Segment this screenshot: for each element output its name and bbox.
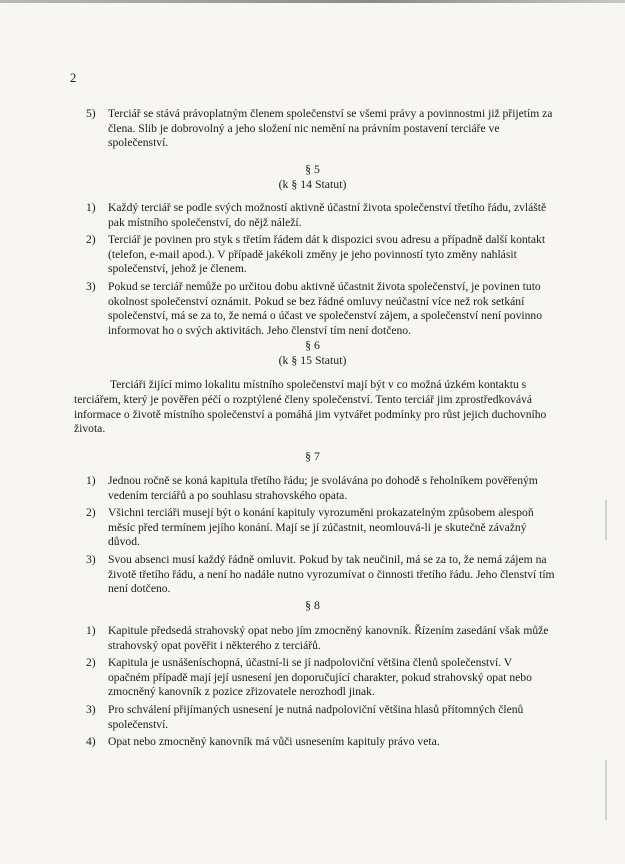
item-text: Kapitule předsedá strahovský opat nebo jím zmocněný kanovník. Řízením zasedání však může strahovský opat pověřit i některého z terciářů.: [108, 624, 549, 652]
item-number: 2): [86, 506, 96, 520]
item-text: Terciář je povinen pro styk s třetím řádem dát k dispozici svou adresu a případně další kontakt (telefon, e-mail apod.). V případě jakékoli změny je jeho povinností tyto změny nahlásit společenství, jehož je členem.: [108, 233, 546, 276]
section-reference: (k § 14 Statut): [278, 177, 347, 191]
list-item: [86, 233, 556, 277]
item-text: Jednou ročně se koná kapitula třetího řádu; je svolávána po dohodě s řeholníkem pověřeným vedením terciářů a po souhlasu strahovského opata.: [108, 474, 538, 502]
list-item: [86, 703, 556, 732]
item-text: Svou absenci musí každý řádně omluvit. Pokud by tak neučinil, má se za to, že nemá zájem na životě třetího řádu, a není ho nadále nutno vyrozumívat o činnosti třetího řádu. Jeho členství tím není dotčeno.: [108, 552, 555, 596]
list-item: [86, 735, 556, 750]
item-text: Pokud se terciář nemůže po určitou dobu aktivně účastnit života společenství, je povinen tuto okolnost společenství oznámit. Pokud se bez řádné omluvy neúčastní více než rok setkání společenství, má se za to, že nemá o účast ve společenství zájem, a společenství není povinno informovat ho o svých aktivitách. Jeho členství tím není dotčeno.: [108, 279, 542, 337]
item-number: 3): [86, 702, 96, 716]
page-number: 2: [70, 71, 77, 85]
item-number: 1): [86, 624, 96, 637]
item-number: 2): [86, 233, 96, 247]
item-number: 2): [86, 656, 96, 670]
item-number: 5): [86, 107, 96, 120]
list-item: [86, 506, 556, 550]
item-number: 1): [86, 201, 96, 214]
item-number: 4): [86, 735, 96, 749]
list-item: [86, 624, 556, 653]
section-heading: § 6: [305, 338, 320, 352]
list-item: [86, 656, 556, 700]
item-text: Opat nebo zmocněný kanovník má vůči usnesením kapituly právo veta.: [108, 735, 440, 749]
article-7-list: [86, 474, 556, 600]
article-5-list: [86, 201, 556, 341]
list-item: [86, 280, 556, 338]
scan-top-edge: [0, 0, 625, 3]
item-text: Kapitula je usnášeníschopná, účastní-li se jí nadpoloviční většina členů společenství. V opačném případě mají její usnesení jen doporučující charakter, pokud strahovský opat nebo zmocněný kanovník z pozice zřizovatele nerozhodl jinak.: [108, 656, 532, 699]
item-text: Terciář se stává právoplatným členem společenství se všemi právy a povinnostmi již přijetím za člena. Slib je dobrovolný a jeho složení nic nemění na právním postavení terciáře ve společenství.: [108, 107, 553, 150]
list-item: [86, 201, 556, 230]
section-reference: (k § 15 Statut): [278, 353, 347, 367]
list-item: [86, 474, 556, 503]
article-8-list: [86, 624, 556, 753]
article-6-paragraph: Terciáři žijící mimo lokalitu místního společenství mají být v co možná úzkém kontaktu s terciářem, který je pověřen péčí o rozptýlené členy společenství. Tento terciář jim zprostředkovává informace o životě místního společenství a pomáhá jim vytvářet podmínky pro růst jejich duchovního života.: [74, 378, 547, 436]
item-text: Pro schválení přijímaných usnesení je nutná nadpoloviční většina hlasů přítomných členů společenství.: [108, 702, 524, 731]
list-item: [86, 553, 556, 597]
scan-artifact: [605, 500, 607, 540]
item-text: Každý terciář se podle svých možností aktivně účastní života společenství třetího řádu, zvláště pak místního společenství, do nějž náleží.: [108, 201, 547, 229]
item-text: Všichni terciáři musejí být o konání kapituly vyrozuměni prokazatelným způsobem alespoň měsíc před termínem jejího konání. Mají se jí zúčastnit, neomlouvá-li je skutečně závažný důvod.: [108, 506, 534, 549]
scan-artifact: [605, 760, 607, 820]
item-number: 1): [86, 474, 96, 487]
section-heading: § 7: [305, 449, 320, 463]
item-number: 3): [86, 279, 96, 293]
item-number: 3): [86, 552, 96, 566]
section-heading: § 8: [305, 598, 320, 612]
article-4-list: [86, 107, 556, 154]
section-heading: § 5: [305, 162, 320, 176]
list-item: [86, 107, 556, 151]
